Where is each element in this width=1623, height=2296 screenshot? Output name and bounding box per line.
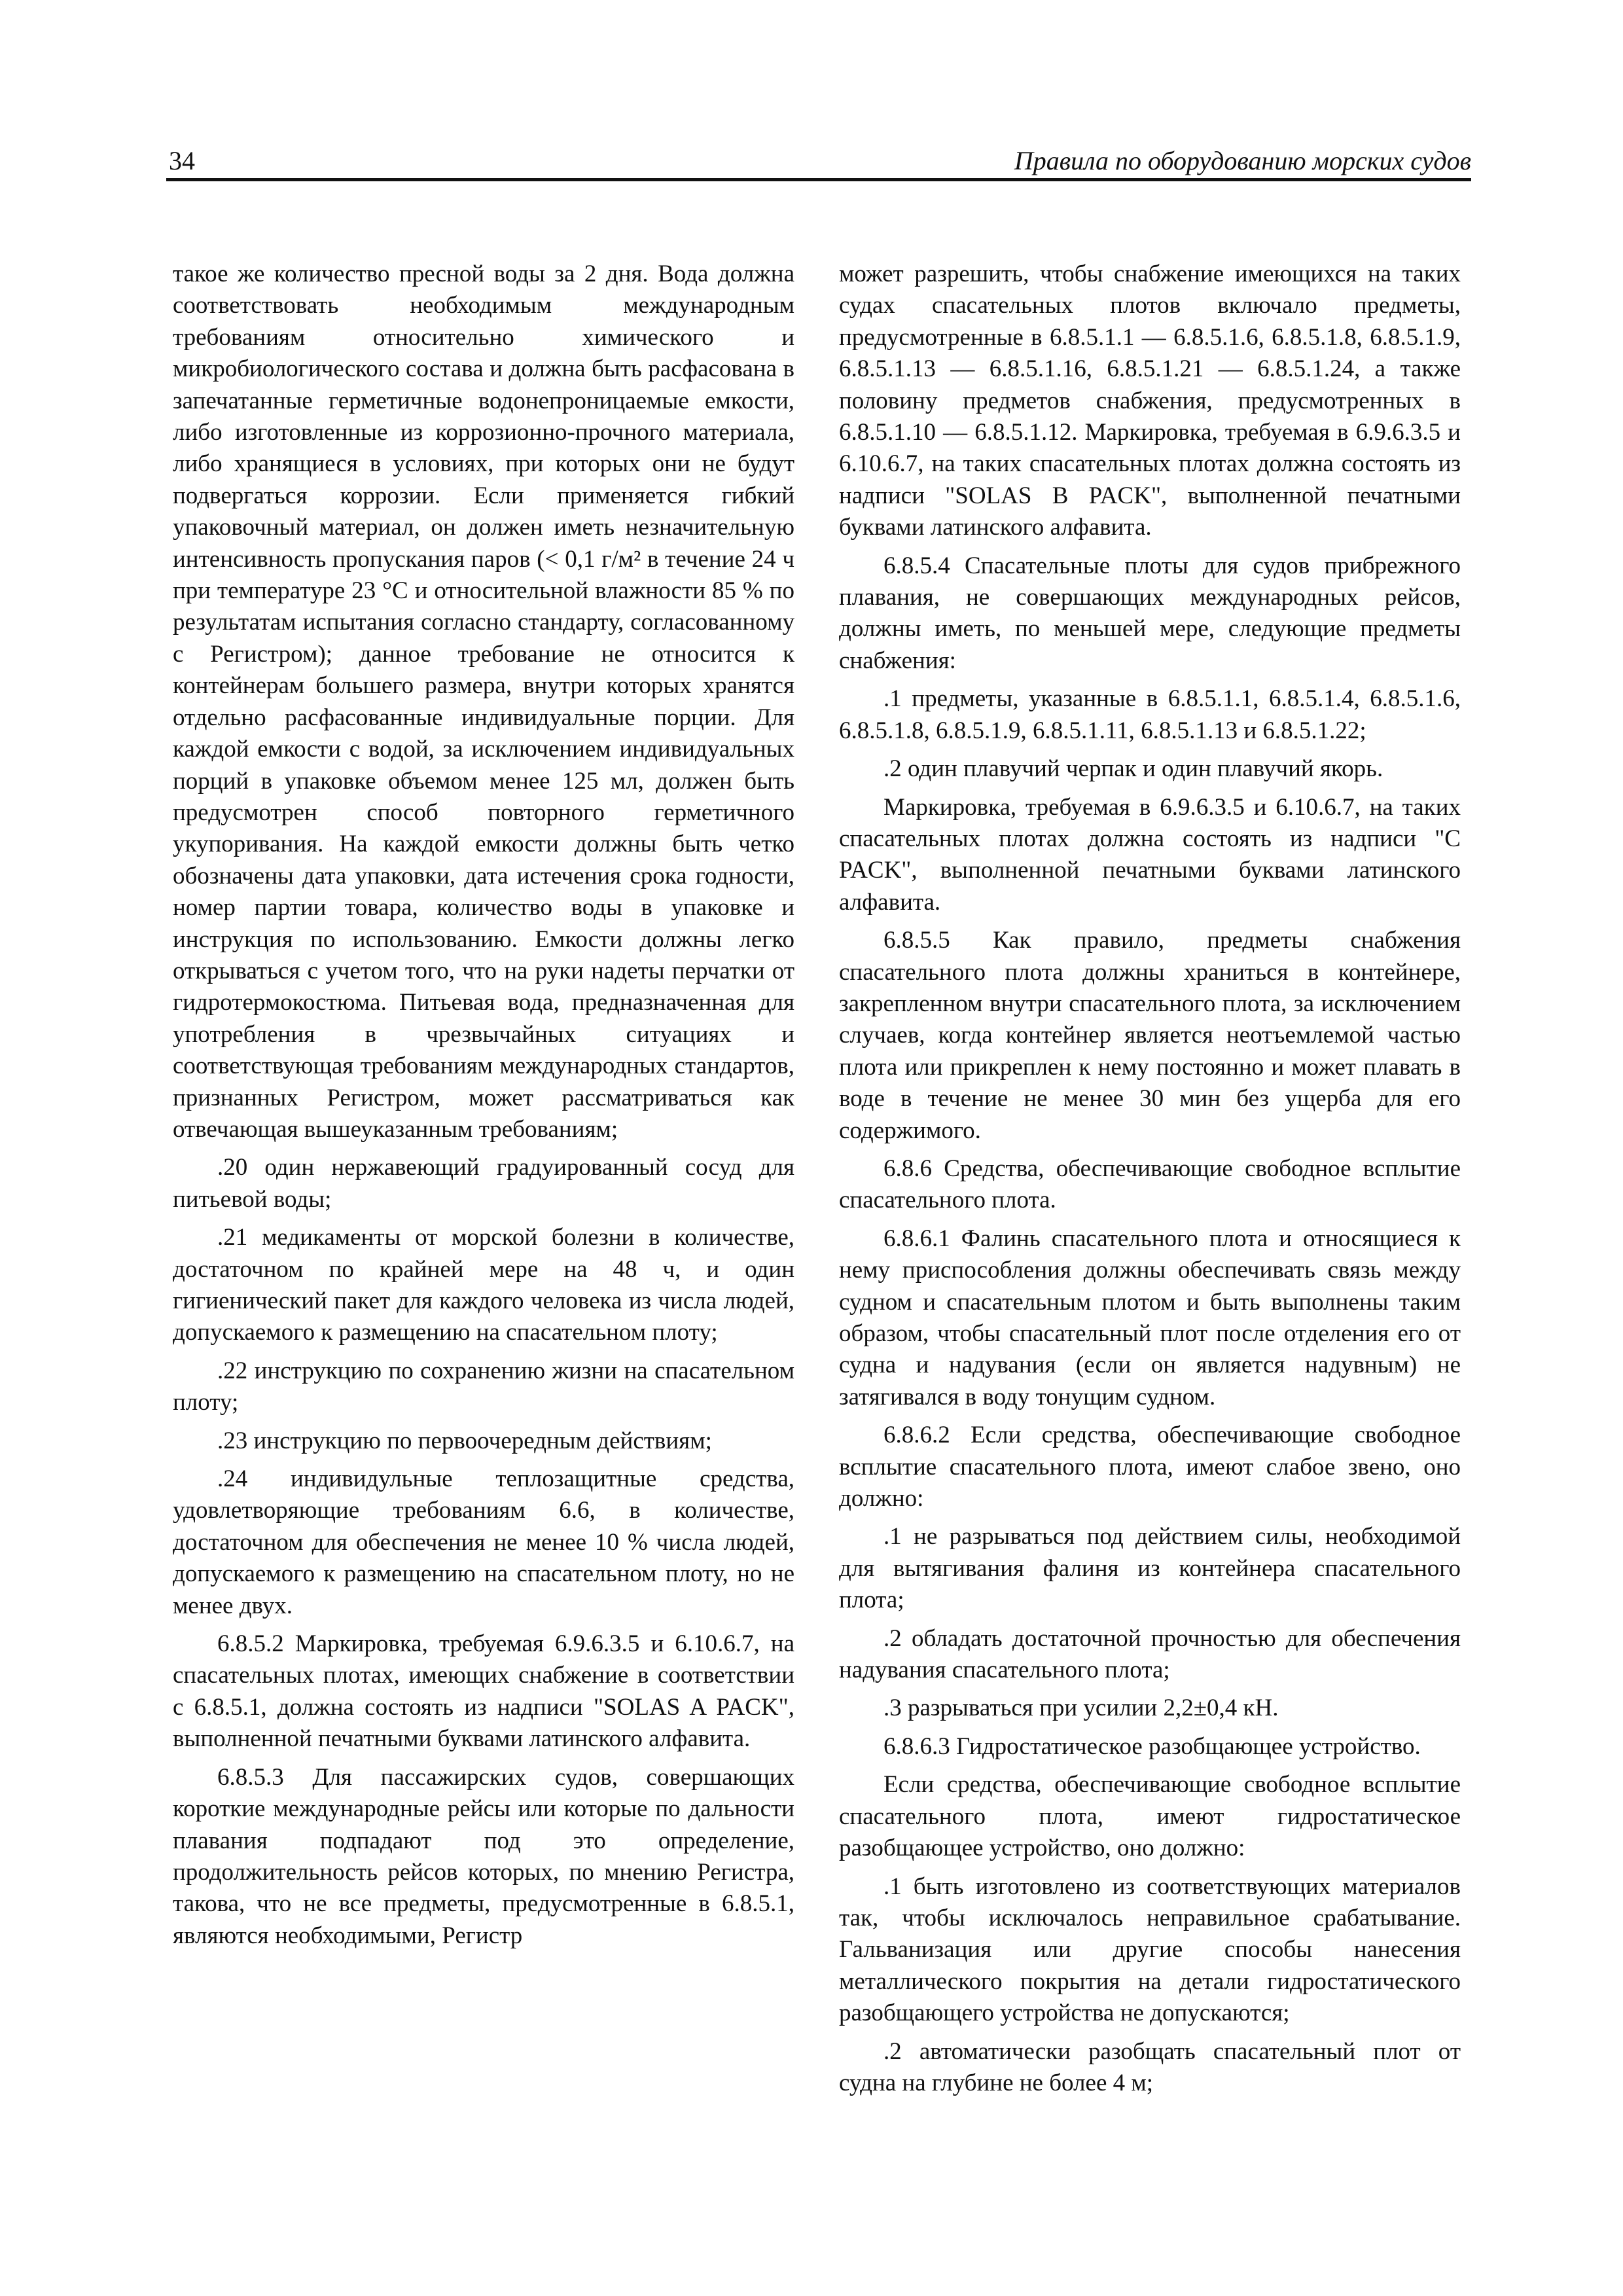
paragraph-6-8-5-2: 6.8.5.2 Маркировка, требуемая 6.9.6.3.5 и 6.10.6.7, на спасательных плотах, имеющих снабжение в соответствии с 6.8.5.1, должна состоять из надписи "SOLAS A PACK", выполненной печатными буквами латинского алфавита. [173,1630,794,1753]
list-item-6-8-5-4-1: .1 предметы, указанные в 6.8.5.1.1, 6.8.5.1.4, 6.8.5.1.6, 6.8.5.1.8, 6.8.5.1.9, 6.8.5.1.11, 6.8.5.1.13 и 6.8.5.1.22; [839,685,1461,744]
right-column [839,259,1461,2106]
paragraph-hydrostatic-intro: Если средства, обеспечивающие свободное всплытие спасательного плота, имеют гидростатическое разобщающее устройство, оно должно: [839,1771,1461,1862]
paragraph-6-8-6-3: 6.8.6.3 Гидростатическое разобщающее устройство. [883,1732,1421,1760]
paragraph-6-8-5-3: 6.8.5.3 Для пассажирских судов, совершающих короткие международные рейсы или которые по дальности плавания подпадают под это определение, продолжительность рейсов которых, по мнению Регистра, такова, что не все предметы, предусмотренные в 6.8.5.1, являются необходимыми, Регистр [173,1763,794,1949]
header-rule [166,178,1471,181]
list-item-6-8-6-3-1: .1 быть изготовлено из соответствующих материалов так, чтобы исключалось неправильное срабатывание. Гальванизация или другие способы нанесения металлического покрытия на детали гидростатического разобщающего устройства не допускаются; [839,1873,1461,2027]
list-item-21: .21 медикаменты от морской болезни в количестве, достаточном по крайней мере на 48 ч, и один гигиенический пакет для каждого человека из числа людей, допускаемого к размещению на спасательном плоту; [173,1224,794,1346]
paragraph-6-8-6-2: 6.8.6.2 Если средства, обеспечивающие свободное всплытие спасательного плота, имеют слабое звено, оно должно: [839,1422,1461,1513]
page-number: 34 [169,146,195,175]
list-item-6-8-6-2-3: .3 разрываться при усилии 2,2±0,4 кН. [883,1695,1279,1722]
running-title: Правила по оборудованию морских судов [1014,146,1471,175]
paragraph-water-requirements: такое же количество пресной воды за 2 дня. Вода должна соответствовать необходимым международным требованиям относительно химического и микробиологического состава и должна быть расфасована в запечатанные герметичные водонепроницаемые емкости, либо изготовленные из коррозионно-прочного материала, либо хранящиеся в условиях, при которых они не будут подвергаться коррозии. Если применяется гибкий упаковочный материал, он должен иметь незначительную интенсивность пропускания паров (< 0,1 г/м² в течение 24 ч при температуре 23 °С и относительной влажности 85 % по результатам испытания согласно стандарту, согласованному с Регистром); данное требование не относится к контейнерам большего размера, внутри которых хранятся отдельно расфасованные индивидуальные порции. Для каждой емкости с водой, за исключением индивидуальных порций в упаковке объемом менее 125 мл, должен быть предусмотрен способ повторного герметичного укупоривания. На каждой емкости должны быть четко обозначены дата упаковки, дата истечения срока годности, номер партии товара, количество воды в упаковке и инструкция по использованию. Емкости должны легко открываться с учетом того, что на руки надеты перчатки от гидротермокостюма. Питьевая вода, предназначенная для употребления в чрезвычайных ситуациях и соответствующая требованиям международных стандартов, признанных Регистром, может рассматриваться как отвечающая вышеуказанным требованиям; [173,260,794,1143]
paragraph-6-8-5-5: 6.8.5.5 Как правило, предметы снабжения спасательного плота должны храниться в контейнере, закрепленном внутри спасательного плота, за исключением случаев, когда контейнер является неотъемлемой частью плота или прикреплен к нему постоянно и может плавать в воде в течение не менее 30 мин без ущерба для его содержимого. [839,927,1461,1144]
list-item-6-8-6-2-2: .2 обладать достаточной прочностью для обеспечения надувания спасательного плота; [839,1624,1461,1684]
list-item-20: .20 один нержавеющий градуированный сосуд для питьевой воды; [173,1154,794,1213]
list-item-6-8-5-4-2: .2 один плавучий черпак и один плавучий якорь. [883,755,1383,783]
list-item-24: .24 индивидульные теплозащитные средства, удовлетворяющие требованиям 6.6, в количестве, достаточном для обеспечения не менее 10 % числа людей, допускаемого к размещению на спасательном плоту, но не менее двух. [173,1465,794,1619]
paragraph-6-8-6-1: 6.8.6.1 Фалинь спасательного плота и относящиеся к нему приспособления должны обеспечивать связь между судном и спасательным плотом и быть выполнены таким образом, чтобы спасательный плот после отделения его от судна и надувания (если он является надувным) не затягивался в воду тонущим судном. [839,1225,1461,1410]
left-column [173,259,794,1958]
paragraph-c-pack-marking: Маркировка, требуемая в 6.9.6.3.5 и 6.10.6.7, на таких спасательных плотах должна состоять из надписи "C PACK", выполненной печатными буквами латинского алфавита. [839,793,1461,916]
list-item-6-8-6-3-2: .2 автоматически разобщать спасательный плот от судна на глубине не более 4 м; [839,2037,1461,2096]
paragraph-6-8-5-3-continued: может разрешить, чтобы снабжение имеющихся на таких судах спасательных плотов включало предметы, предусмотренные в 6.8.5.1.1 — 6.8.5.1.6, 6.8.5.1.8, 6.8.5.1.9, 6.8.5.1.13 — 6.8.5.1.16, 6.8.5.1.21 — 6.8.5.1.24, а также половину предметов снабжения, предусмотренных в 6.8.5.1.10 — 6.8.5.1.12. Маркировка, требуемая в 6.9.6.3.5 и 6.10.6.7, на таких спасательных плотах должна состоять из надписи "SOLAS B PACK", выполненной печатными буквами латинского алфавита. [839,260,1461,541]
list-item-23: .23 инструкцию по первоочередным действиям; [217,1427,712,1454]
list-item-22: .22 инструкцию по сохранению жизни на спасательном плоту; [173,1357,794,1416]
list-item-6-8-6-2-1: .1 не разрываться под действием силы, необходимой для вытягивания фалиня из контейнера спасательного плота; [839,1523,1461,1614]
section-heading-6-8-6: 6.8.6 Средства, обеспечивающие свободное всплытие спасательного плота. [839,1155,1461,1214]
paragraph-6-8-5-4: 6.8.5.4 Спасательные плоты для судов прибрежного плавания, не совершающих международных рейсов, должны иметь, по меньшей мере, следующие предметы снабжения: [839,552,1461,674]
